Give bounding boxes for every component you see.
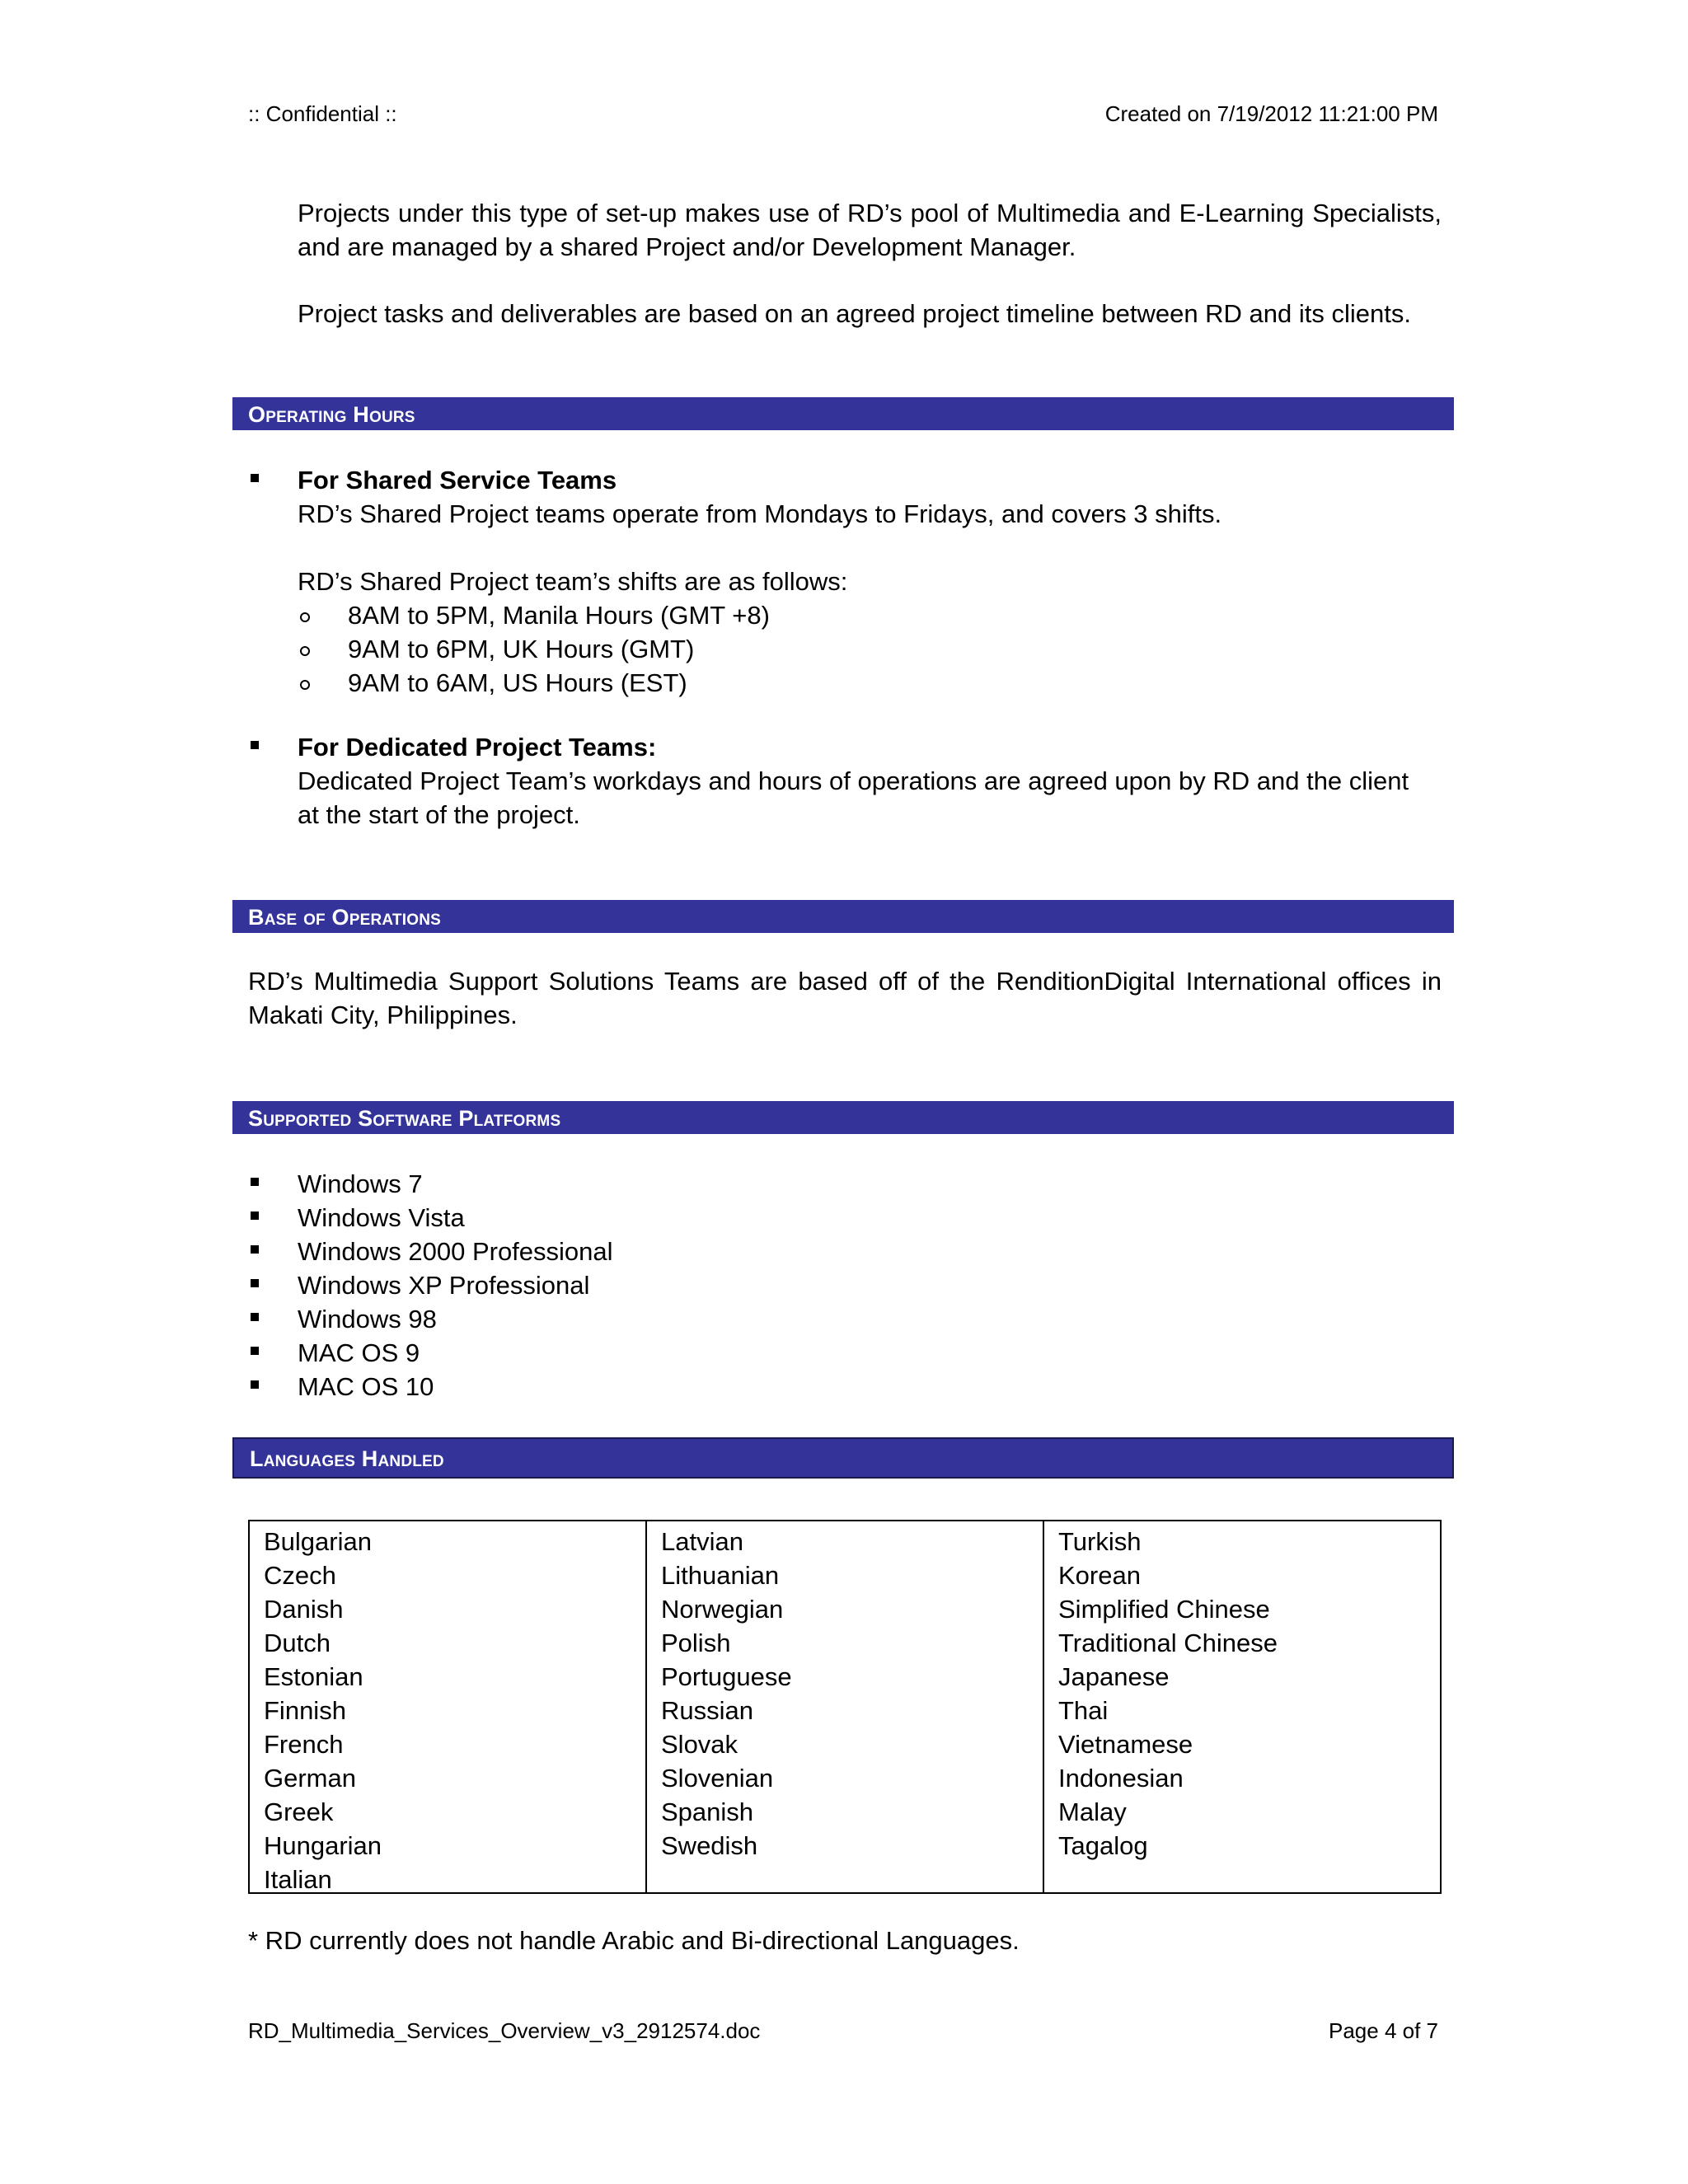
list-item-shift: 9AM to 6PM, UK Hours (GMT) xyxy=(248,632,1442,666)
circle-bullet-icon xyxy=(300,680,310,690)
list-item-shift: 9AM to 6AM, US Hours (EST) xyxy=(248,666,1442,700)
languages-note: * RD currently does not handle Arabic and Bi-directional Languages. xyxy=(248,1926,1020,1955)
shifts-list xyxy=(248,598,1442,700)
language-cell: French xyxy=(264,1730,344,1759)
operating-hours-list xyxy=(248,463,1442,598)
square-bullet-icon xyxy=(251,1212,259,1220)
language-cell: Tagalog xyxy=(1058,1831,1148,1860)
circle-bullet-icon xyxy=(300,612,310,622)
base-of-operations-text: RD’s Multimedia Support Solutions Teams are based off of the RenditionDigital International offices in Makati City, Philippines. xyxy=(248,967,1442,1029)
language-cell: German xyxy=(264,1764,356,1793)
language-cell: Malay xyxy=(1058,1797,1127,1826)
language-cell: Greek xyxy=(264,1797,334,1826)
language-cell: Estonian xyxy=(264,1662,363,1691)
square-bullet-icon xyxy=(251,1245,259,1254)
language-cell: Russian xyxy=(661,1696,753,1725)
square-bullet-icon xyxy=(251,1380,259,1389)
square-bullet-icon xyxy=(251,741,259,749)
language-cell: Spanish xyxy=(661,1797,754,1826)
list-item-platform: Windows 98 xyxy=(248,1302,613,1336)
languages-column-2 xyxy=(647,1521,1044,1892)
language-cell: Norwegian xyxy=(661,1595,784,1624)
language-cell: Vietnamese xyxy=(1058,1730,1193,1759)
language-cell: Indonesian xyxy=(1058,1764,1184,1793)
square-bullet-icon xyxy=(251,1313,259,1321)
section-header-operating-hours: Operating Hours xyxy=(232,397,1454,430)
language-cell: Finnish xyxy=(264,1696,346,1725)
language-cell: Bulgarian xyxy=(264,1527,372,1556)
language-cell: Latvian xyxy=(661,1527,743,1556)
language-cell: Swedish xyxy=(661,1831,758,1860)
intro-paragraph-1: Projects under this type of set-up makes use of RD’s pool of Multimedia and E-Learning Specialists, and are managed by a shared Project and/or Development Manager. xyxy=(298,199,1442,261)
dedicated-teams-heading: For Dedicated Project Teams: xyxy=(298,733,657,762)
header-created-date: Created on 7/19/2012 11:21:00 PM xyxy=(1104,101,1438,126)
language-cell: Simplified Chinese xyxy=(1058,1595,1270,1624)
language-cell: Traditional Chinese xyxy=(1058,1629,1278,1657)
footer-filename: RD_Multimedia_Services_Overview_v3_2912574.doc xyxy=(248,2018,761,2043)
section-header-supported-platforms: Supported Software Platforms xyxy=(232,1101,1454,1134)
language-cell: Portuguese xyxy=(661,1662,792,1691)
list-item-platform: MAC OS 10 xyxy=(248,1370,613,1404)
language-cell: Czech xyxy=(264,1561,336,1590)
list-item-platform: Windows XP Professional xyxy=(248,1268,613,1302)
list-item-shared-teams xyxy=(248,463,1442,598)
list-item-dedicated-teams xyxy=(248,730,1442,832)
list-item-platform: MAC OS 9 xyxy=(248,1336,613,1370)
shifts-intro: RD’s Shared Project team’s shifts are as follows: xyxy=(298,567,848,596)
circle-bullet-icon xyxy=(300,646,310,656)
language-cell: Thai xyxy=(1058,1696,1109,1725)
language-cell: Korean xyxy=(1058,1561,1141,1590)
language-cell: Turkish xyxy=(1058,1527,1142,1556)
language-cell: Danish xyxy=(264,1595,344,1624)
square-bullet-icon xyxy=(251,1347,259,1355)
language-cell: Japanese xyxy=(1058,1662,1170,1691)
language-cell: Dutch xyxy=(264,1629,331,1657)
header-confidential: :: Confidential :: xyxy=(248,101,397,126)
section-header-languages-handled: Languages Handled xyxy=(232,1437,1454,1479)
language-cell: Slovenian xyxy=(661,1764,774,1793)
square-bullet-icon xyxy=(251,1178,259,1186)
list-item-platform: Windows 7 xyxy=(248,1167,613,1201)
list-item-platform: Windows 2000 Professional xyxy=(248,1235,613,1268)
languages-column-1 xyxy=(250,1521,647,1892)
language-cell: Slovak xyxy=(661,1730,738,1759)
dedicated-teams-text: Dedicated Project Team’s workdays and hours of operations are agreed upon by RD and the client at the start of the project. xyxy=(298,766,1409,829)
dedicated-list xyxy=(248,730,1442,832)
language-cell: Polish xyxy=(661,1629,731,1657)
language-cell: Italian xyxy=(264,1865,332,1894)
list-item-shift: 8AM to 5PM, Manila Hours (GMT +8) xyxy=(248,598,1442,632)
list-item-platform: Windows Vista xyxy=(248,1201,613,1235)
shared-teams-text: RD’s Shared Project teams operate from Mondays to Fridays, and covers 3 shifts. xyxy=(298,499,1222,528)
languages-column-3 xyxy=(1044,1521,1440,1892)
section-header-base-of-operations: Base of Operations xyxy=(232,900,1454,933)
shared-teams-heading: For Shared Service Teams xyxy=(298,466,617,494)
footer-page-number: Page 4 of 7 xyxy=(1329,2018,1438,2043)
platforms-list xyxy=(248,1167,613,1404)
square-bullet-icon xyxy=(251,1279,259,1287)
language-cell: Hungarian xyxy=(264,1831,382,1860)
intro-paragraph-2: Project tasks and deliverables are based on an agreed project timeline between RD and its clients. xyxy=(298,299,1411,328)
language-cell: Lithuanian xyxy=(661,1561,780,1590)
languages-table xyxy=(248,1520,1442,1894)
square-bullet-icon xyxy=(251,474,259,482)
